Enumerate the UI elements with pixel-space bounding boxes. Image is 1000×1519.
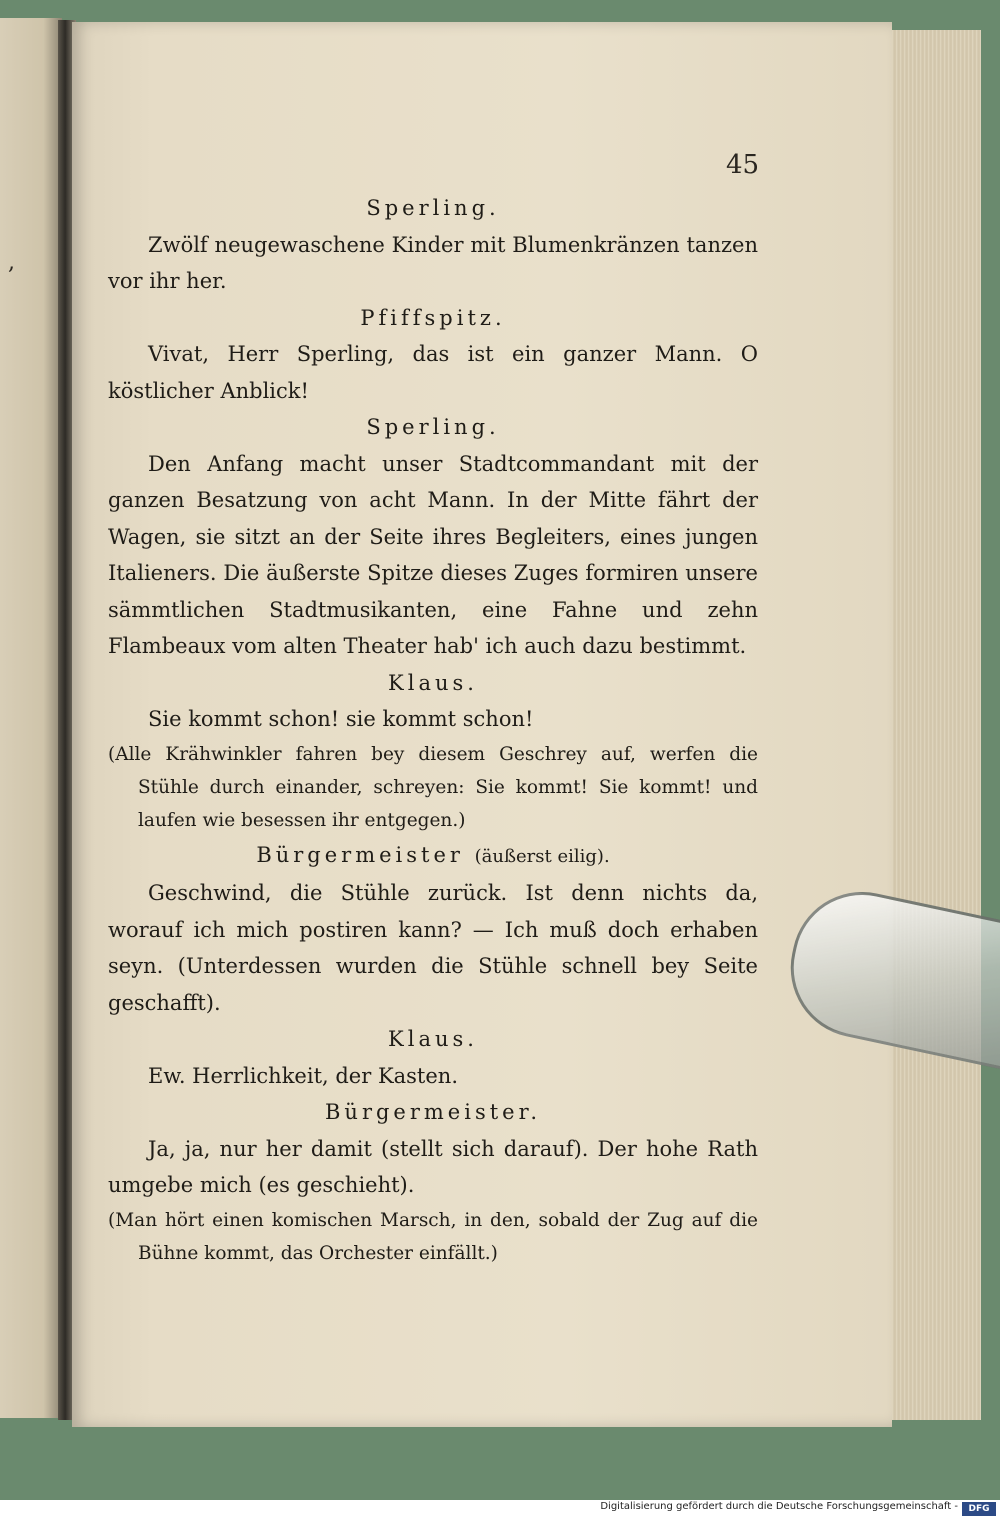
speaker-label-with-direction [108, 837, 758, 876]
speaker-label: Pfiffspitz. [360, 305, 506, 330]
page-edges [880, 30, 981, 1420]
speaker-label: Sperling. [366, 196, 500, 220]
speaker-label: Sperling. [366, 415, 500, 439]
dialogue-paragraph: Ja, ja, nur her damit (stellt sich darauf). Der hohe Rath umgebe mich (es geschieht). [108, 1136, 758, 1197]
speaker-label: Klaus. [388, 670, 478, 695]
stage-direction: (Man hört einen komischen Marsch, in den, sobald der Zug auf die Bühne kommt, das Orchester einfällt.) [108, 1209, 758, 1264]
inline-direction: (äußerst eilig). [474, 845, 610, 867]
digitization-credit: Digitalisierung gefördert durch die Deutsche Forschungsgemeinschaft - [600, 1501, 958, 1512]
stage-direction: (Alle Krähwinkler fahren bey diesem Geschrey auf, werfen die Stühle durch einander, schreyen: Sie kommt! Sie kommt! und laufen wie besessen ihr entgegen.) [108, 743, 758, 831]
dialogue-paragraph: Zwölf neugewaschene Kinder mit Blumenkränzen tanzen vor ihr her. [108, 232, 758, 293]
page-number: 45 [726, 150, 760, 180]
dialogue-paragraph: Den Anfang macht unser Stadtcommandant mit der ganzen Besatzung von acht Mann. In der Mitte fährt der Wagen, sie sitzt an der Seite ihres Begleiters, eines jungen Italieners. Die äußerste Spitze dieses Zuges formiren unsere sämmtlichen Stadtmusikanten, eine Fahne und zehn Flambeaux vom alten Theater hab' ich auch dazu bestimmt. [108, 451, 758, 658]
speaker-label: Klaus. [388, 1027, 478, 1051]
dialogue-paragraph: Ew. Herrlichkeit, der Kasten. [148, 1063, 458, 1088]
dialogue-paragraph: Geschwind, die Stühle zurück. Ist denn nichts da, worauf ich mich postiren kann? — Ich muß doch erhaben seyn. (Unterdessen wurden die Stühle schnell bey Seite geschafft). [108, 881, 758, 1015]
speaker-name: Bürgermeister [256, 842, 464, 867]
dfg-logo: DFG [962, 1502, 996, 1516]
dialogue-paragraph: Sie kommt schon! sie kommt schon! [148, 707, 534, 731]
left-margin-fragment: , [8, 250, 15, 275]
dialogue-paragraph: Vivat, Herr Sperling, das ist ein ganzer Mann. O köstlicher Anblick! [108, 342, 758, 403]
speaker-label: Bürgermeister. [324, 1100, 541, 1124]
left-page-edge [0, 18, 62, 1418]
page-text [108, 190, 758, 1270]
